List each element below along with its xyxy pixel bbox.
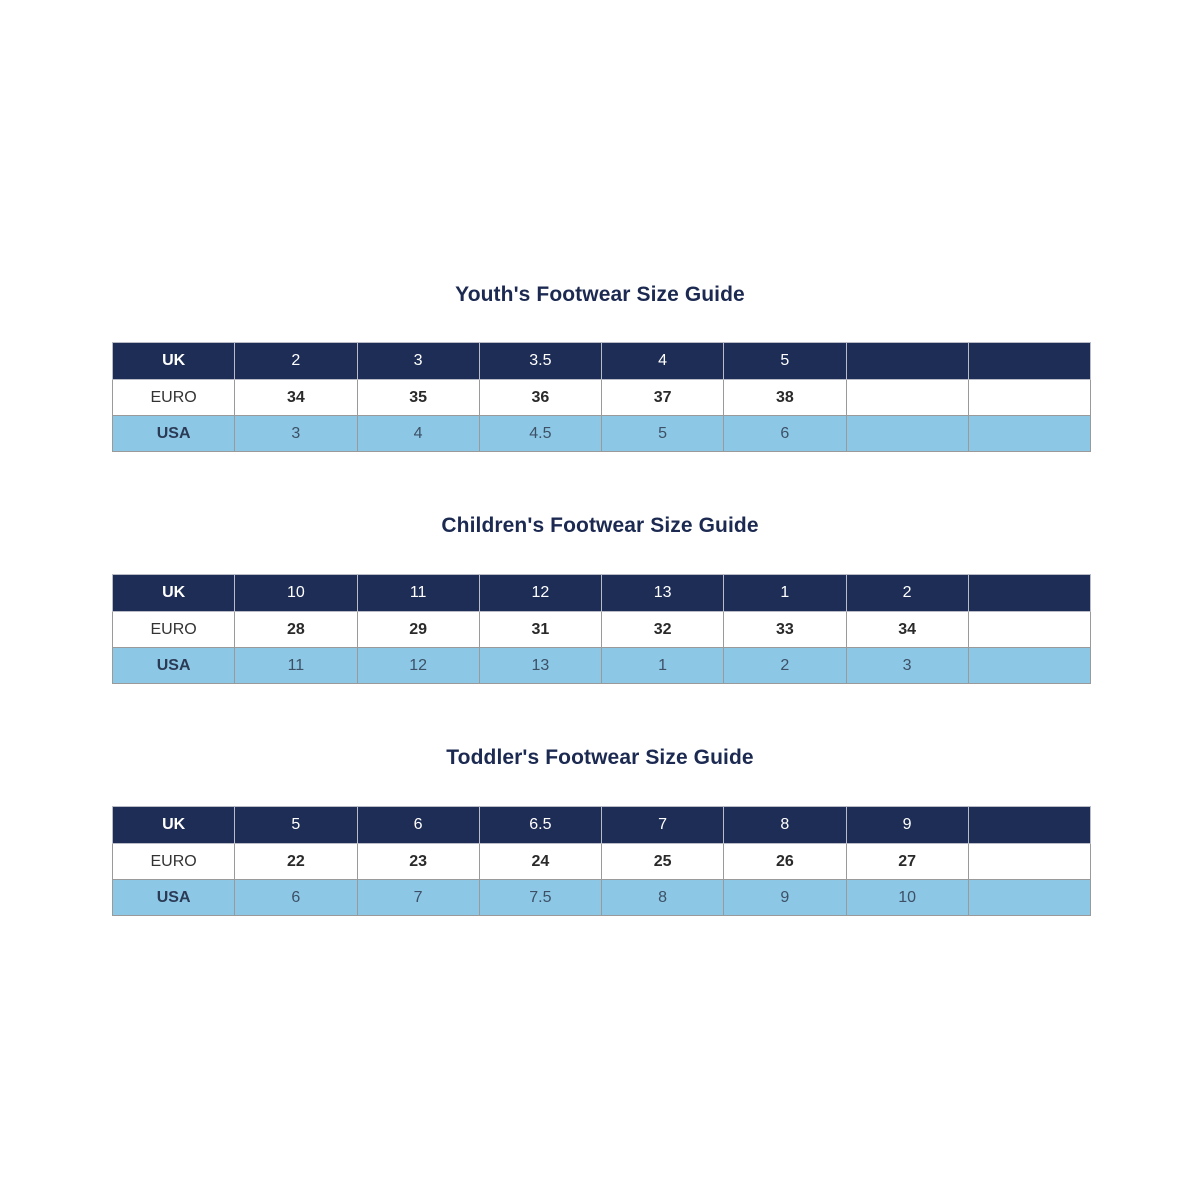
- usa-row: [113, 648, 1091, 684]
- usa-cell: 10: [846, 880, 968, 916]
- euro-cell: 27: [846, 844, 968, 880]
- uk-cell: [968, 807, 1090, 844]
- usa-cell: 13: [479, 648, 601, 684]
- euro-row: [113, 612, 1091, 648]
- usa-cell: 4.5: [479, 416, 601, 452]
- euro-cell: 26: [724, 844, 846, 880]
- euro-cell: 35: [357, 380, 479, 416]
- uk-cell: 5: [724, 343, 846, 380]
- euro-label: EURO: [113, 612, 235, 648]
- usa-cell: 6: [724, 416, 846, 452]
- usa-cell: 1: [602, 648, 724, 684]
- uk-row: [113, 575, 1091, 612]
- uk-cell: 13: [602, 575, 724, 612]
- youth-size-table: [112, 342, 1091, 452]
- uk-label: UK: [113, 807, 235, 844]
- usa-cell: [846, 416, 968, 452]
- uk-cell: 3: [357, 343, 479, 380]
- euro-cell: 32: [602, 612, 724, 648]
- euro-cell: 31: [479, 612, 601, 648]
- usa-row: [113, 416, 1091, 452]
- euro-cell: 24: [479, 844, 601, 880]
- usa-cell: 12: [357, 648, 479, 684]
- euro-cell: 29: [357, 612, 479, 648]
- usa-cell: [968, 880, 1090, 916]
- uk-row: [113, 343, 1091, 380]
- euro-cell: 34: [235, 380, 357, 416]
- uk-cell: 2: [235, 343, 357, 380]
- uk-cell: 7: [602, 807, 724, 844]
- uk-cell: 1: [724, 575, 846, 612]
- euro-cell: 38: [724, 380, 846, 416]
- uk-cell: 11: [357, 575, 479, 612]
- euro-cell: 22: [235, 844, 357, 880]
- usa-cell: 11: [235, 648, 357, 684]
- usa-label: USA: [113, 648, 235, 684]
- youth-guide-title: Youth's Footwear Size Guide: [455, 283, 745, 306]
- uk-cell: 3.5: [479, 343, 601, 380]
- usa-cell: 6: [235, 880, 357, 916]
- uk-cell: 8: [724, 807, 846, 844]
- euro-cell: [968, 844, 1090, 880]
- children-guide-title: Children's Footwear Size Guide: [441, 514, 759, 537]
- children-size-table: [112, 574, 1091, 684]
- usa-cell: 7.5: [479, 880, 601, 916]
- usa-cell: 5: [602, 416, 724, 452]
- euro-cell: 23: [357, 844, 479, 880]
- euro-cell: 28: [235, 612, 357, 648]
- uk-cell: 12: [479, 575, 601, 612]
- euro-row: [113, 380, 1091, 416]
- euro-cell: 34: [846, 612, 968, 648]
- usa-cell: 3: [235, 416, 357, 452]
- uk-cell: 6: [357, 807, 479, 844]
- euro-row: [113, 844, 1091, 880]
- euro-cell: 36: [479, 380, 601, 416]
- uk-cell: 2: [846, 575, 968, 612]
- euro-cell: 25: [602, 844, 724, 880]
- euro-cell: 37: [602, 380, 724, 416]
- uk-cell: [968, 575, 1090, 612]
- euro-cell: [846, 380, 968, 416]
- uk-cell: 9: [846, 807, 968, 844]
- toddler-guide-title: Toddler's Footwear Size Guide: [446, 746, 754, 769]
- usa-label: USA: [113, 880, 235, 916]
- euro-label: EURO: [113, 844, 235, 880]
- usa-cell: 8: [602, 880, 724, 916]
- euro-cell: [968, 612, 1090, 648]
- uk-cell: 6.5: [479, 807, 601, 844]
- euro-label: EURO: [113, 380, 235, 416]
- uk-cell: [968, 343, 1090, 380]
- uk-cell: 5: [235, 807, 357, 844]
- usa-row: [113, 880, 1091, 916]
- usa-cell: [968, 648, 1090, 684]
- uk-cell: [846, 343, 968, 380]
- euro-cell: [968, 380, 1090, 416]
- usa-cell: 4: [357, 416, 479, 452]
- usa-label: USA: [113, 416, 235, 452]
- uk-row: [113, 807, 1091, 844]
- usa-cell: 9: [724, 880, 846, 916]
- uk-cell: 4: [602, 343, 724, 380]
- euro-cell: 33: [724, 612, 846, 648]
- usa-cell: [968, 416, 1090, 452]
- usa-cell: 2: [724, 648, 846, 684]
- uk-label: UK: [113, 575, 235, 612]
- uk-cell: 10: [235, 575, 357, 612]
- uk-label: UK: [113, 343, 235, 380]
- toddler-size-table: [112, 806, 1091, 916]
- usa-cell: 3: [846, 648, 968, 684]
- usa-cell: 7: [357, 880, 479, 916]
